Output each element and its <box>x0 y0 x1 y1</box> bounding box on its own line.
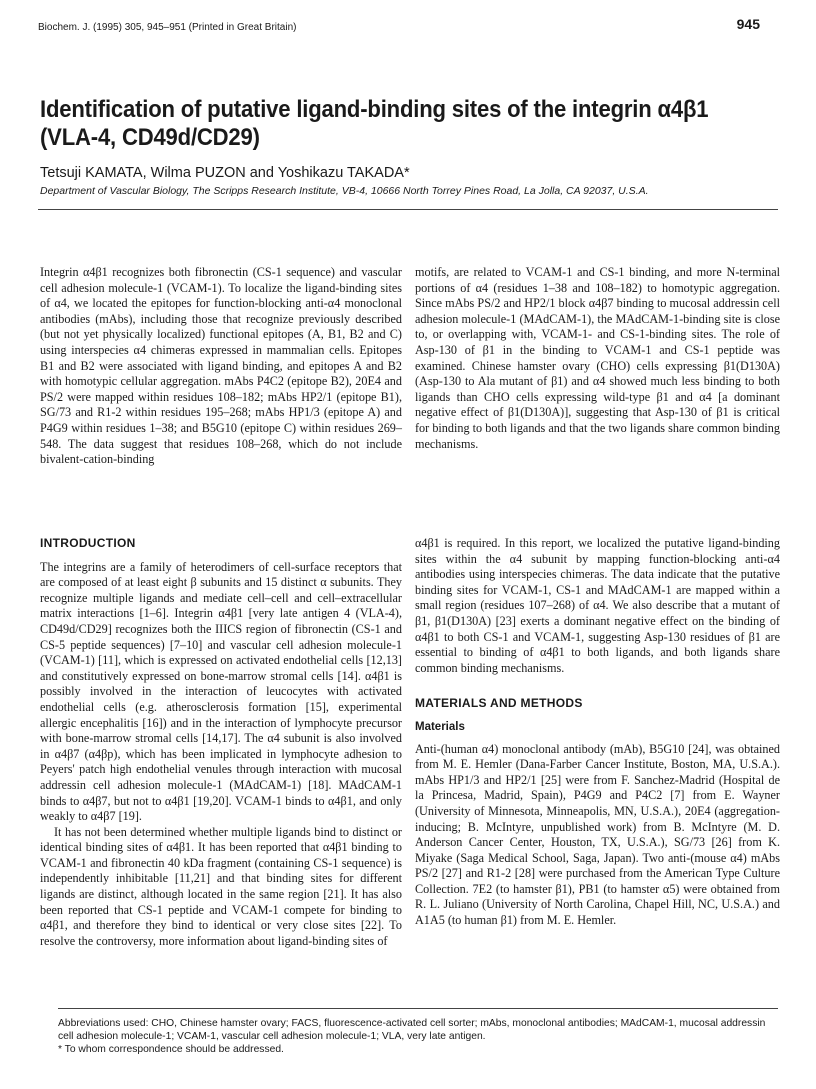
footnote-divider <box>58 1008 778 1009</box>
section-heading-introduction: INTRODUCTION <box>40 536 136 550</box>
article-title: Identification of putative ligand-binding sites of the integrin α4β1 (VLA-4, CD49d/CD29) <box>40 96 709 151</box>
subsection-heading-materials: Materials <box>415 720 465 733</box>
page-number: 945 <box>736 16 760 32</box>
header-divider <box>38 209 778 210</box>
abstract-text-left: Integrin α4β1 recognizes both fibronectin (CS-1 sequence) and vascular cell adhesion molecule-1 (VCAM-1). To localize the ligand-binding sites of α4, we located the epitopes for function-blocking anti-α4 monoclonal antibodies (mAbs), including those that recognize previously described (but not yet physically localized) functional epitopes (A, B1, B2 and C) using interspecies α4 chimeras expressed in mammalian cells. Epitopes B1 and B2 were associated with ligand binding, and epitopes A and B2 with homotypic cellular aggregation. mAbs P4C2 (epitope B2), 20E4 and PS/2 were mapped within residues 108–182; mAbs HP2/1 (epitope B1), SG/73 and R1-2 within residues 195–268; mAbs HP1/3 (epitope A) and P4G9 within residues 1–38; and B5G10 (epitope C) within residues 269–548. The data suggest that residues 108–268, which do not include bivalent-cation-binding <box>40 265 402 467</box>
intro-paragraph-3: α4β1 is required. In this report, we localized the putative ligand-binding sites within the α4 subunit by mapping function-blocking anti-α4 antibodies using interspecies chimeras. The data indicate that the putative binding sites for VCAM-1, CS-1 and MAdCAM-1 are mapped within a small region (residues 107–268) of α4. We also describe that a mutant of β1, β1(D130A) [23] exerts a dominant negative effect on the binding of α4β1 to both CS-1 and VCAM-1, suggesting Asp-130 residues of β1 are essential to binding of α4β1 to both ligands, and both ligands share common binding mechanisms. <box>415 536 780 675</box>
body-right-column <box>415 536 780 929</box>
intro-paragraph-1: The integrins are a family of heterodimers of cell-surface receptors that are composed of at least eight β subunits and 15 distinct α subunits. They recognize multiple ligands and mediate cell–cell and cell–extracellular matrix interactions [1–6]. Integrin α4β1 [very late antigen 4 (VLA-4), CD49d/CD29] recognizes both the IIICS region of fibronectin (CS-1 and CS-5 peptide sequences) [7–10] and vascular cell adhesion molecule-1 (VCAM-1) [11], which is expressed on activated endothelial cells [12,13] and constitutively expressed on bone-marrow stromal cells [14]. α4β1 is possibly involved in the interaction of leucocytes with activated endothelial cells (e.g. atherosclerosis formation [15], experimental allergic encephalitis [16]) and in the interaction of lymphocyte precursor with bone-marrow stromal cells [14,17]. The α4 subunit is also involved in α4β7 (α4βp), which has been implicated in lymphocyte adhesion to Peyers' patch high endothelial venules through interaction with mucosal addressin cell adhesion molecule-1 (MAdCAM-1) [18]. MAdCAM-1 binds to α4β7, but not to α4β1 [19,20]. VCAM-1 binds to α4β1, and only weakly to α4β7 [19]. <box>40 559 402 824</box>
footnotes <box>58 1018 778 1056</box>
abstract-text-right: motifs, are related to VCAM-1 and CS-1 binding, and more N-terminal portions of α4 (residues 1–38 and 108–182) to homotypic aggregation. Since mAbs PS/2 and HP2/1 block α4β7 binding to mucosal addressin cell adhesion molecule-1 (MAdCAM-1), the MAdCAM-1-binding site is close to, or overlapping with, VCAM-1- and CS-1-binding sites. The role of Asp-130 of β1 in the binding to VCAM-1 and CS-1 peptide was examined. Chinese hamster ovary (CHO) cells expressing β1(D130A) (Asp-130 to Ala mutant of β1) and α4 showed much less binding to both ligands than CHO cells expressing wild-type β1 and α4 [a dominant negative effect of β1(D130A)], suggesting that Asp-130 of β1 is critical for binding to both ligands and that the two ligands share common binding mechanisms. <box>415 265 780 451</box>
materials-paragraph: Anti-(human α4) monoclonal antibody (mAb), B5G10 [24], was obtained from M. E. Hemler (Dana-Farber Cancer Institute, Boston, MA, U.S.A.). mAbs HP1/3 and HP2/1 [25] were from F. Sanchez-Madrid (Hospital de la Princesa, Madrid, Spain), P4G9 and P4C2 [7] from E. Wayner (University of Minnesota, Minneapolis, MN, U.S.A.), 20E4 (aggregation-inducing; B. McIntyre, unpublished work) from B. McIntyre (M. D. Anderson Cancer Center, Houston, TX, U.S.A.), SG/73 [26] from K. Miyake (Saga Medical School, Saga, Japan). Two anti-(mouse α4) mAbs PS/2 [27] and R1-2 [28] were purchased from the American Type Culture Collection. 7E2 (to hamster β1), PB1 (to hamster α5) were obtained from R. L. Juliano (University of North Carolina, Chapel Hill, NC, U.S.A.) and A1A5 (to human β1) from M. E. Hemler. <box>415 741 780 928</box>
body-left-column <box>40 536 402 949</box>
abbreviations-footnote: Abbreviations used: CHO, Chinese hamster ovary; FACS, fluorescence-activated cell sorter; mAbs, monoclonal antibodies; MAdCAM-1, mucosal addressin cell adhesion molecule-1; VCAM-1, vascular cell adhesion molecule-1; VLA, very late antigen. <box>58 1018 766 1042</box>
author-affiliation: Department of Vascular Biology, The Scripps Research Institute, VB-4, 10666 North Torrey Pines Road, La Jolla, CA 92037, U.S.A. <box>40 185 649 197</box>
abstract-right-column <box>415 265 780 452</box>
author-list: Tetsuji KAMATA, Wilma PUZON and Yoshikazu TAKADA* <box>40 165 410 181</box>
correspondence-footnote: * To whom correspondence should be addressed. <box>58 1043 284 1055</box>
intro-paragraph-2: It has not been determined whether multiple ligands bind to distinct or identical binding sites of α4β1. It has been reported that α4β1 binding to VCAM-1 and fibronectin 40 kDa fragment (containing CS-1 sequence) is independently inhibitable [11,21] and that binding sites for different ligands are distinct, although located in the same region [21]. It has also been reported that CS-1 peptide and VCAM-1 compete for binding to α4β1, and therefore they bind to identical or very close sites [22]. To resolve the controversy, more information about ligand-binding sites of <box>40 824 402 948</box>
journal-reference: Biochem. J. (1995) 305, 945–951 (Printed in Great Britain) <box>38 22 297 33</box>
abstract-left-column <box>40 265 402 468</box>
section-heading-methods: MATERIALS AND METHODS <box>415 696 583 711</box>
